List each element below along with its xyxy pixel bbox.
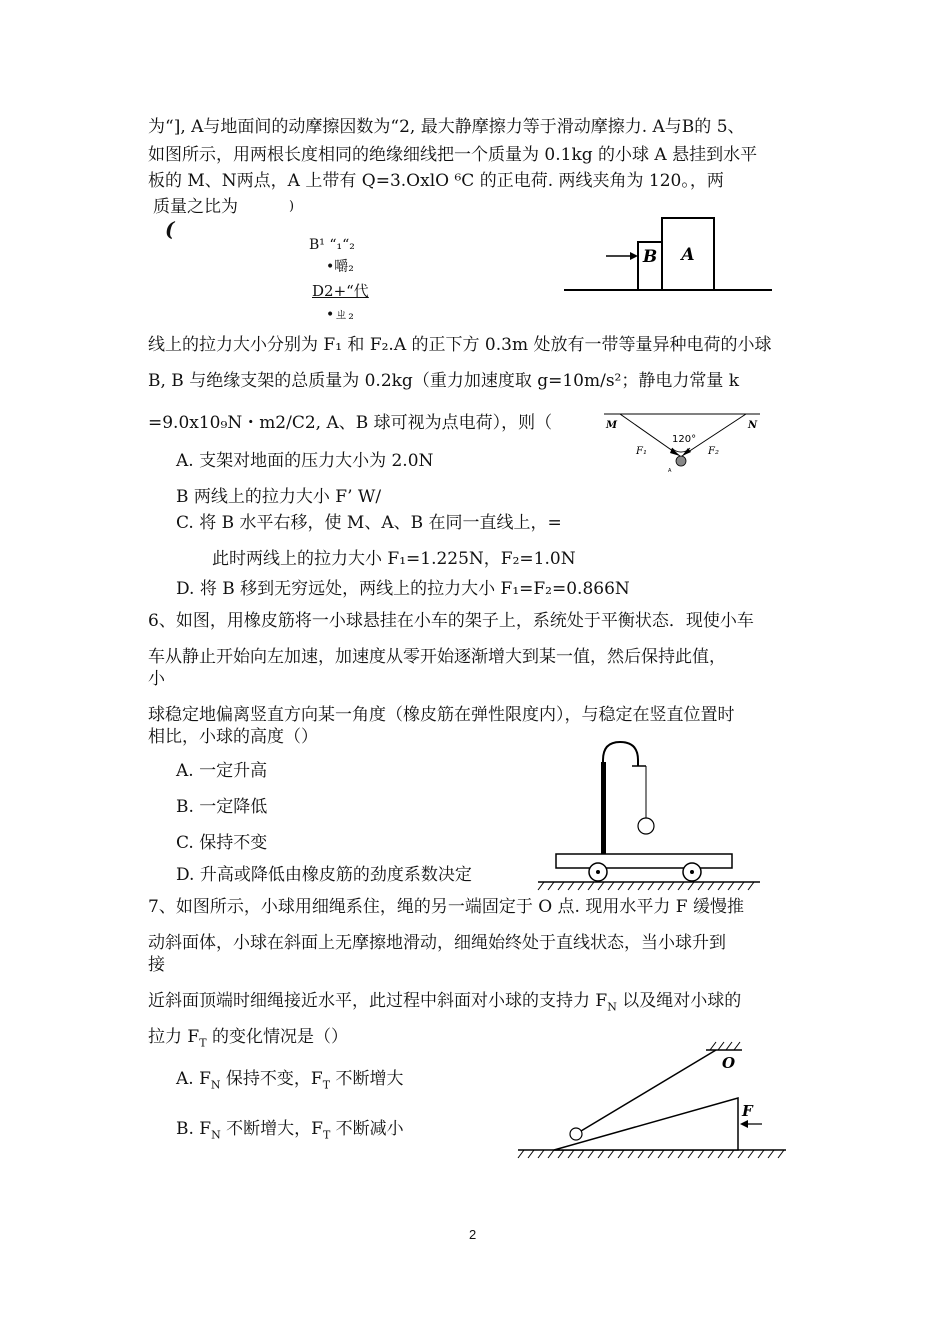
q6-option-d: D. 升高或降低由橡皮筋的劲度系数决定 (176, 865, 472, 885)
text-line: B, B 与绝缘支架的总质量为 0.2kg（重力加速度取 g=10m/s²；静电力常量 k (148, 371, 740, 391)
label-n: N (748, 420, 758, 431)
strings-figure (602, 408, 764, 474)
text-line: =9.0x10₉N・m2/C2, A、B 球可视为点电荷），则（ (148, 413, 553, 433)
text-fragment: 保持不变，F (220, 1069, 323, 1089)
text-line: 相比，小球的高度（） (148, 727, 318, 747)
text-line: 线上的拉力大小分别为 F₁ 和 F₂.A 的正下方 0.3m 处放有一带等量异种电荷的小球 (148, 335, 772, 355)
text-line: 球稳定地偏离竖直方向某一角度（橡皮筋在弹性限度内），与稳定在竖直位置时 (148, 705, 735, 725)
label-m: M (606, 420, 618, 431)
text-fragment: 不断增大 (330, 1069, 404, 1089)
text-fragment: 不断增大，F (220, 1119, 323, 1139)
text-fragment: A. F (176, 1069, 211, 1089)
text-line: 如图所示，用两根长度相同的绝缘细线把一个质量为 0.1kg 的小球 A 悬挂到水平 (148, 145, 758, 165)
subscript: T (199, 1036, 207, 1050)
option-c: C. 将 B 水平右移，使 M、A、B 在同一直线上，= (176, 513, 562, 533)
subscript: N (211, 1128, 221, 1142)
open-paren: ( (165, 217, 175, 241)
text-fragment: B. F (176, 1119, 212, 1139)
text-line: 小 (148, 669, 165, 689)
page-number: 2 (469, 1227, 477, 1242)
text-fragment: 近斜面顶端时细绳接近水平，此过程中斜面对小球的支持力 F (148, 991, 608, 1011)
label-f2: F₂ (708, 446, 719, 457)
option-b-line2: •嚼₂ (326, 259, 354, 275)
force-f-label: F (742, 1102, 753, 1120)
blocks-figure (560, 214, 776, 294)
text-line: 板的 M、N两点，A 上带有 Q=3.OxlO ⁶C 的正电荷. 两线夹角为 120。，两 (148, 171, 724, 191)
q6-option-b: B. 一定降低 (176, 797, 268, 817)
text-line: 7、如图所示，小球用细绳系住，绳的另一端固定于 O 点. 现用水平力 F 缓慢推 (148, 897, 744, 917)
text-line (148, 1026, 348, 1054)
point-o-label: O (722, 1054, 736, 1072)
incline-figure (514, 1032, 790, 1162)
block-a-label: A (681, 245, 695, 265)
subscript: N (210, 1078, 221, 1092)
q6-option-c: C. 保持不变 (176, 833, 268, 853)
text-fragment: 拉力 F (148, 1027, 200, 1047)
option-b-line1: B¹ “₁“₂ (309, 237, 355, 253)
option-a: A. 支架对地面的压力大小为 2.0N (176, 451, 434, 471)
label-a: A (668, 468, 672, 474)
text-fragment: 的变化情况是（） (206, 1027, 348, 1047)
text-fragment: ) (289, 199, 295, 214)
angle-label: 120° (672, 434, 697, 445)
label-f1: F₁ (636, 446, 647, 457)
text-fragment: 不断减小 (330, 1119, 404, 1139)
block-b-label: B (642, 247, 658, 267)
subscript: N (607, 1000, 617, 1014)
option-b: B 两线上的拉力大小 F’ W/ (176, 487, 382, 507)
q6-option-a: A. 一定升高 (176, 761, 268, 781)
text-line: 接 (148, 955, 165, 975)
q7-option-a (176, 1068, 403, 1096)
subscript: T (322, 1128, 331, 1142)
text-line (148, 990, 741, 1018)
q7-option-b (176, 1118, 404, 1146)
text-line: 动斜面体，小球在斜面上无摩擦地滑动，细绳始终处于直线状态，当小球升到 (148, 933, 726, 953)
text-line: 车从静止开始向左加速，加速度从零开始逐渐增大到某一值，然后保持此值， (148, 647, 726, 667)
option-d: D. 将 B 移到无穷远处，两线上的拉力大小 F₁=F₂=0.866N (176, 579, 630, 599)
option-d-line1: D2+“代 (312, 282, 369, 300)
text-line: 为“], A与地面间的动摩擦因数为“2, 最大静摩擦力等于滑动摩擦力. A与B的 5、 (148, 117, 745, 137)
option-c-cont: 此时两线上的拉力大小 F₁=1.225N，F₂=1.0N (212, 549, 576, 569)
text-line: 6、如图，用橡皮筋将一小球悬挂在小车的架子上，系统处于平衡状态．现使小车 (148, 611, 754, 631)
option-d-line2: •ㄓ₂ (326, 307, 354, 323)
text-line: 质量之比为 (153, 197, 238, 217)
cart-figure (534, 732, 766, 892)
text-fragment: 以及绳对小球的 (616, 991, 742, 1011)
subscript: T (322, 1078, 331, 1092)
